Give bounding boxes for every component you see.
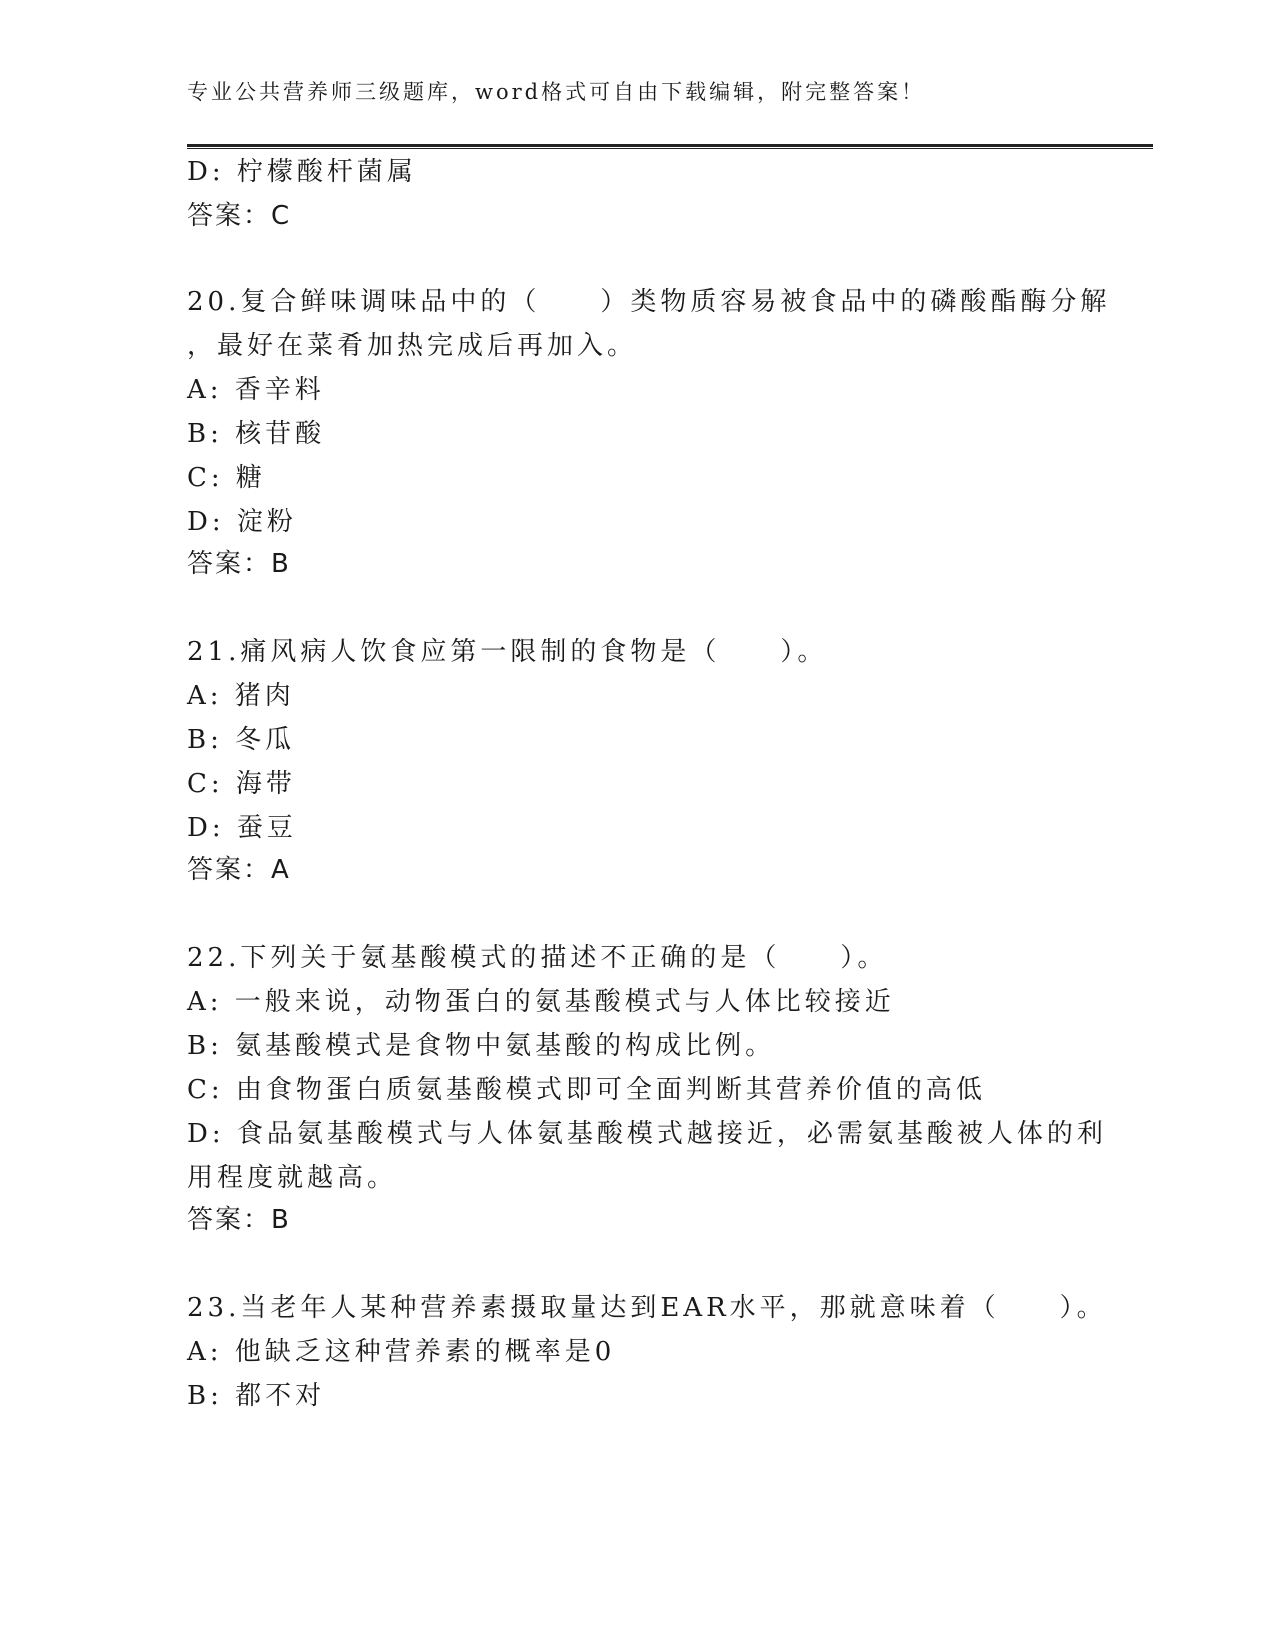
- q21-option-d: D: 蚕豆: [187, 813, 297, 843]
- q21-stem: 21.痛风病人饮食应第一限制的食物是（ ）。: [187, 637, 828, 667]
- q22-answer: 答案：B: [187, 1205, 291, 1235]
- q22-option-d-line2: 用程度就越高。: [187, 1163, 398, 1193]
- q22-option-b: B: 氨基酸模式是食物中氨基酸的构成比例。: [187, 1031, 776, 1061]
- q20-option-d: D: 淀粉: [187, 507, 297, 537]
- q22-option-a: A: 一般来说，动物蛋白的氨基酸模式与人体比较接近: [187, 987, 895, 1017]
- q21-option-b: B: 冬瓜: [187, 725, 296, 755]
- page-header: 专业公共营养师三级题库，word格式可自由下载编辑，附完整答案！: [187, 80, 926, 104]
- prev-option-d: D: 柠檬酸杆菌属: [187, 157, 417, 187]
- q20-answer: 答案：B: [187, 549, 291, 579]
- q22-option-c: C: 由食物蛋白质氨基酸模式即可全面判断其营养价值的高低: [187, 1075, 986, 1105]
- q20-option-b: B: 核苷酸: [187, 419, 326, 449]
- q23-option-b: B: 都不对: [187, 1381, 326, 1411]
- q20-option-a: A: 香辛料: [187, 375, 325, 405]
- q23-option-a: A: 他缺乏这种营养素的概率是0: [187, 1337, 616, 1367]
- header-divider: [187, 144, 1153, 149]
- q20-stem-line1: 20.复合鲜味调味品中的（ ）类物质容易被食品中的磷酸酯酶分解: [187, 287, 1111, 317]
- q23-stem: 23.当老年人某种营养素摄取量达到EAR水平，那就意味着（ ）。: [187, 1293, 1107, 1323]
- q22-option-d-line1: D: 食品氨基酸模式与人体氨基酸模式越接近，必需氨基酸被人体的利: [187, 1119, 1107, 1149]
- q21-answer: 答案：A: [187, 855, 291, 885]
- q20-stem-line2: ，最好在菜肴加热完成后再加入。: [187, 331, 638, 361]
- prev-answer: 答案：C: [187, 201, 292, 231]
- q21-option-c: C: 海带: [187, 769, 296, 799]
- q21-option-a: A: 猪肉: [187, 681, 295, 711]
- q20-option-c: C: 糖: [187, 463, 266, 493]
- q22-stem: 22.下列关于氨基酸模式的描述不正确的是（ ）。: [187, 943, 888, 973]
